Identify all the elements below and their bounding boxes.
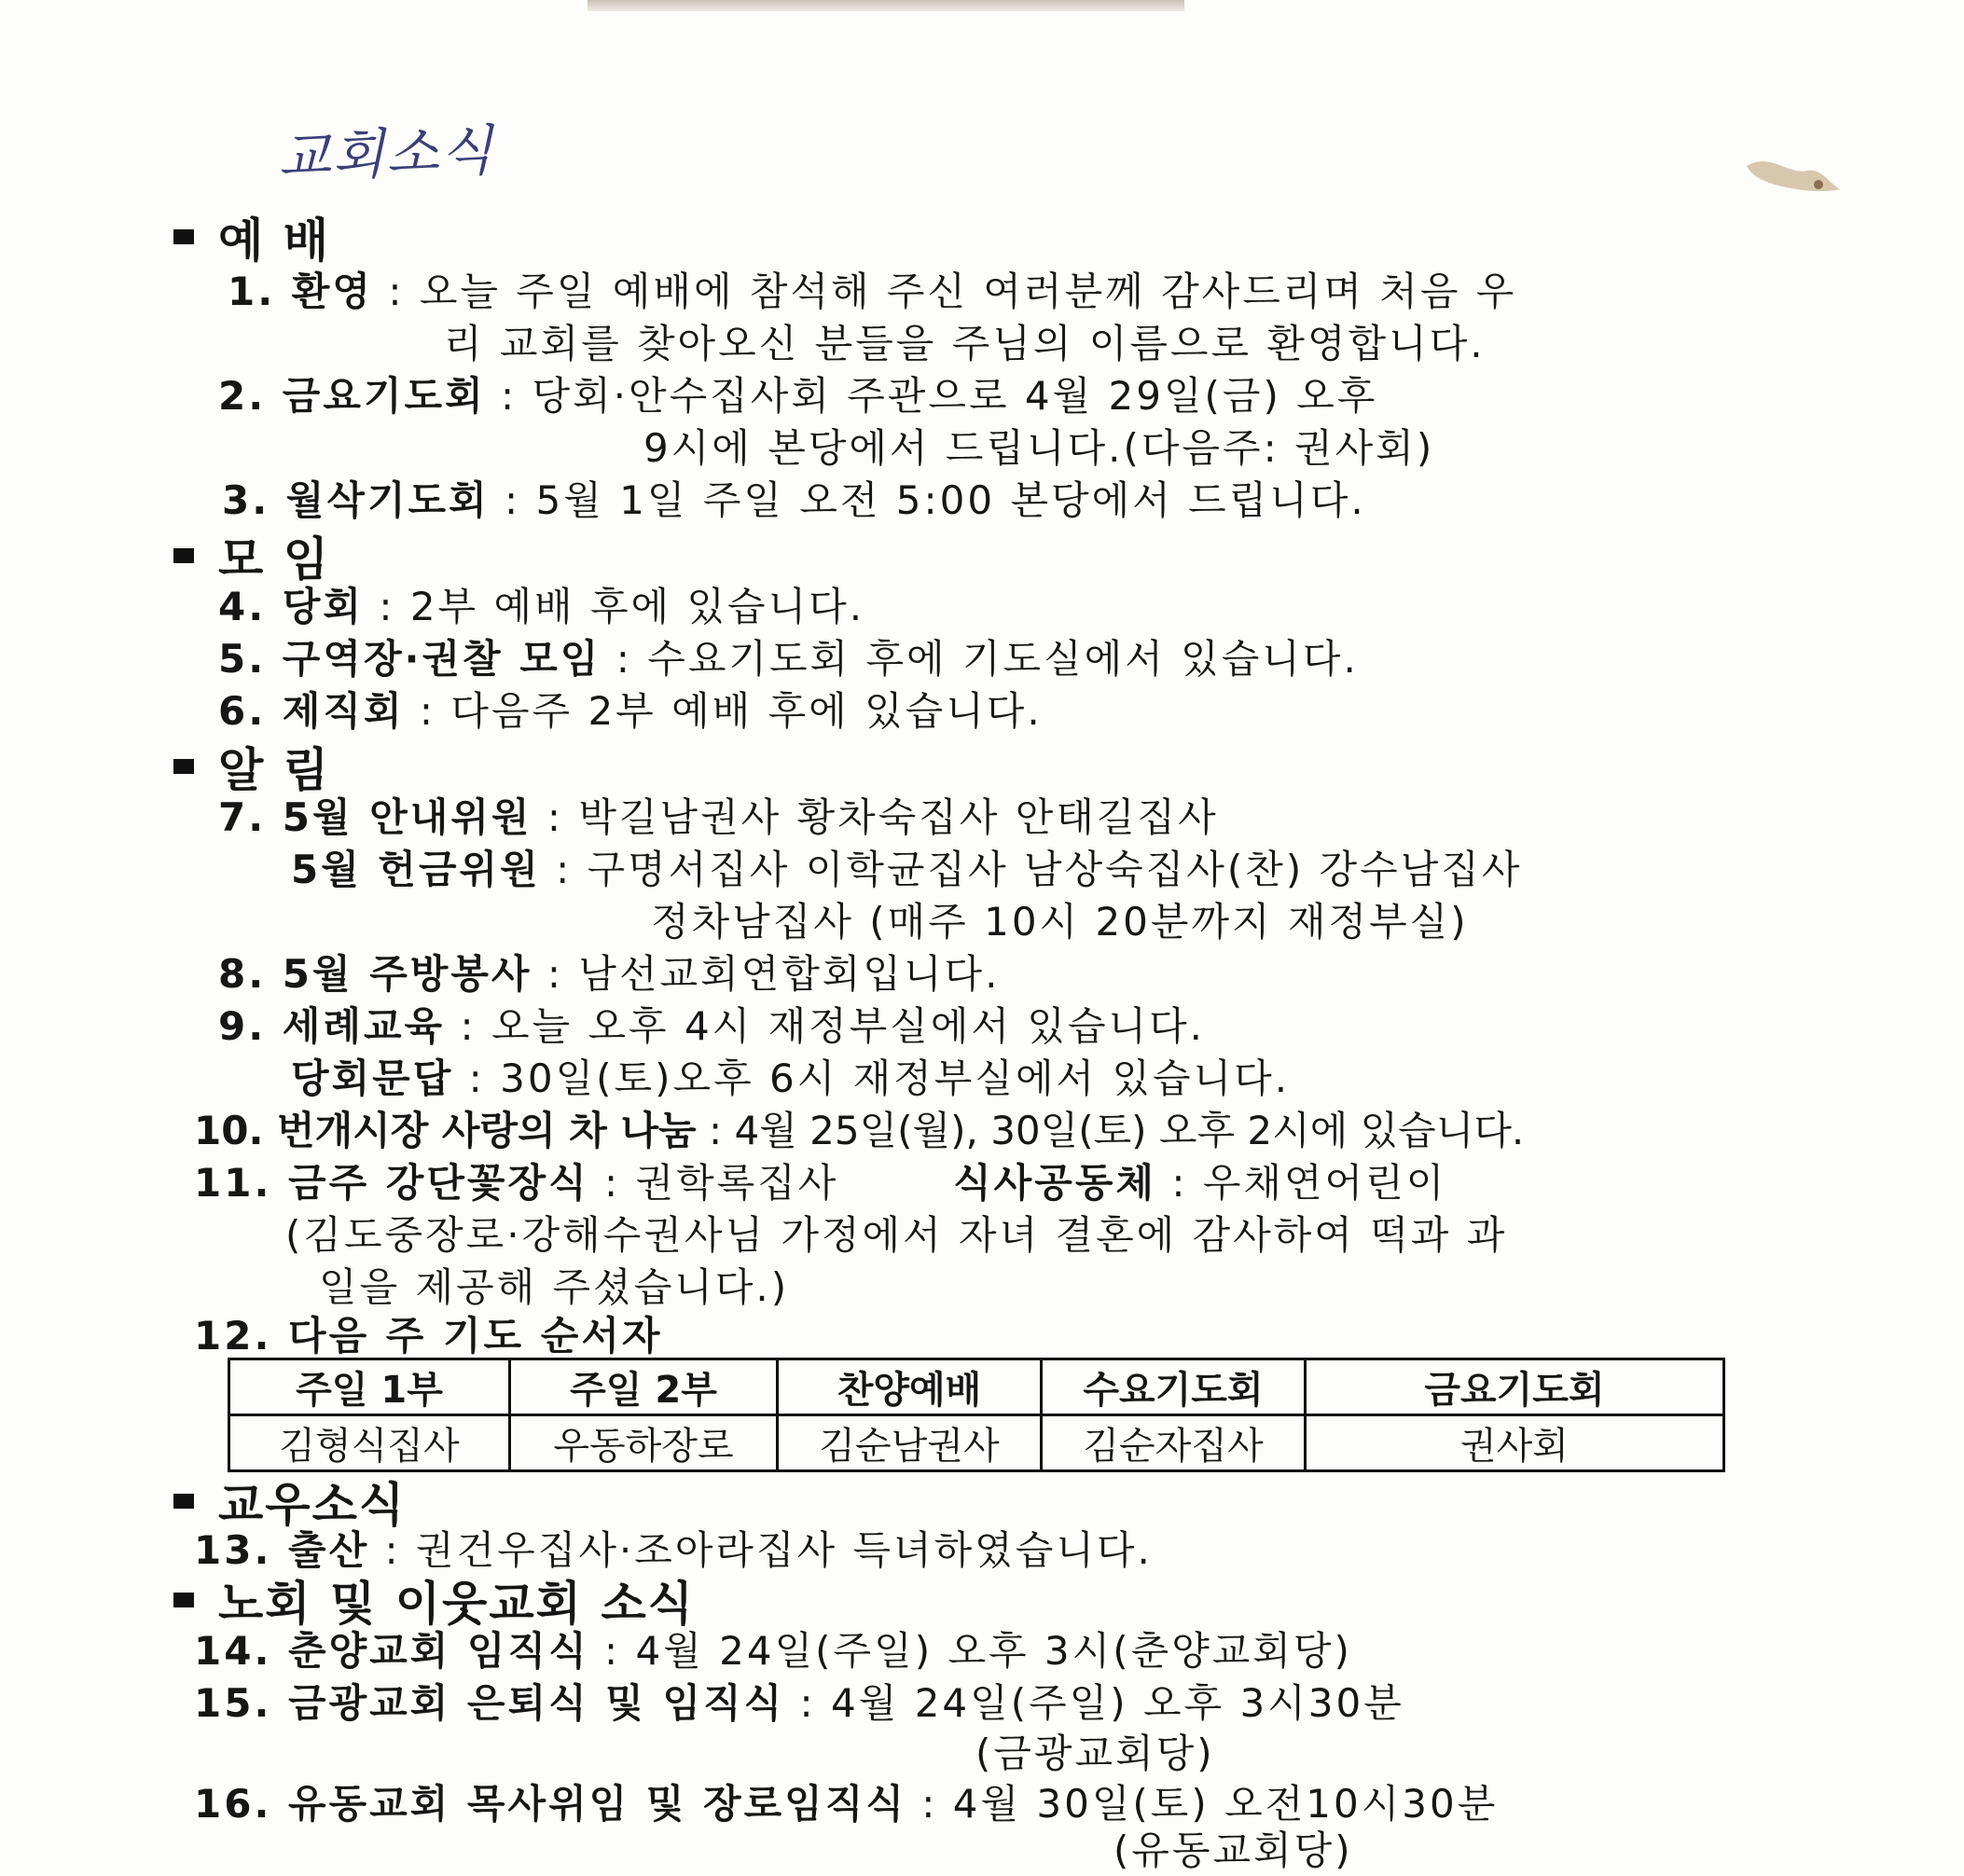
square-bullet-icon (173, 548, 194, 563)
table-header: 수요기도회 (1042, 1359, 1306, 1415)
square-bullet-icon (173, 229, 194, 244)
table-header: 주일 1부 (229, 1359, 510, 1415)
page-title: 교회소식 (277, 117, 496, 190)
item-16-cont: (유동교회당) (1113, 1828, 1353, 1873)
section-meeting: 모 임 (173, 522, 330, 589)
item-13: 13. 출산 : 권건우집사·조아라집사 득녀하였습니다. (194, 1527, 1153, 1573)
item-4: 4. 당회 : 2부 예배 후에 있습니다. (218, 584, 865, 629)
section-notice: 알 림 (173, 733, 330, 800)
square-bullet-icon (173, 1593, 194, 1607)
item-3: 3. 월삭기도회 : 5월 1일 주일 오전 5:00 본당에서 드립니다. (222, 477, 1366, 523)
table-cell: 김형식집사 (229, 1415, 510, 1471)
item-7b: 5월 헌금위원 : 구명서집사 이학균집사 남상숙집사(찬) 강수남집사 (291, 847, 1523, 892)
item-7b-cont: 정차남집사 (매주 10시 20분까지 재정부실) (651, 899, 1469, 945)
item-1: 1. 환영 : 오늘 주일 예배에 참석해 주신 여러분께 감사드리며 처음 우 (228, 269, 1517, 314)
table-row (229, 1415, 1724, 1471)
section-presbytery: 노회 및 이웃교회 소식 (173, 1566, 695, 1634)
item-11-cont2: 일을 제공해 주셨습니다.) (319, 1264, 790, 1310)
item-15: 15. 금광교회 은퇴식 및 임직식 : 4월 24일(주일) 오후 3시30분 (194, 1680, 1404, 1726)
stain-mark (1742, 147, 1845, 203)
item-5: 5. 구역장·권찰 모임 : 수요기도회 후에 기도실에서 있습니다. (218, 636, 1359, 682)
table-header: 주일 2부 (510, 1359, 778, 1415)
item-9b: 당회문답 : 30일(토)오후 6시 재정부실에서 있습니다. (291, 1055, 1291, 1101)
item-2: 2. 금요기도회 : 당회·안수집사회 주관으로 4월 29일(금) 오후 (218, 373, 1378, 419)
square-bullet-icon (173, 759, 194, 774)
item-1-cont: 리 교회를 찾아오신 분들을 주님의 이름으로 환영합니다. (444, 321, 1486, 366)
item-6: 6. 제직회 : 다음주 2부 예배 후에 있습니다. (218, 688, 1043, 734)
item-11-cont: (김도중장로·강해수권사님 가정에서 자녀 결혼에 감사하여 떡과 과 (285, 1212, 1508, 1258)
item-12: 12. 다음 주 기도 순서자 (194, 1313, 663, 1359)
table-header: 찬양예배 (778, 1359, 1042, 1415)
section-worship: 예 배 (173, 203, 330, 270)
prayer-schedule-table (228, 1358, 1725, 1472)
item-10: 10. 번개시장 사랑의 차 나눔 : 4월 25일(월), 30일(토) 오후 2시에 있습니다. (194, 1108, 1525, 1153)
item-16: 16. 유동교회 목사위임 및 장로임직식 : 4월 30일(토) 오전10시30분 (194, 1781, 1499, 1827)
item-7: 7. 5월 안내위원 : 박길남권사 황차숙집사 안태길집사 (218, 794, 1219, 840)
square-bullet-icon (173, 1494, 194, 1509)
table-cell: 김순자집사 (1042, 1415, 1306, 1471)
table-cell: 우동하장로 (510, 1415, 778, 1471)
table-cell: 김순남권사 (778, 1415, 1042, 1471)
item-11: 11. 금주 강단꽃장식 : 권학록집사 식사공동체 : 우채연어린이 (194, 1160, 1447, 1206)
table-header: 금요기도회 (1306, 1359, 1724, 1415)
section-members: 교우소식 (173, 1468, 406, 1535)
table-cell: 권사회 (1306, 1415, 1724, 1471)
item-2-cont: 9시에 본당에서 드립니다.(다음주: 권사회) (643, 425, 1435, 471)
item-8: 8. 5월 주방봉사 : 남선교회연합회입니다. (218, 951, 1001, 997)
table-header-row (229, 1359, 1724, 1415)
item-15-cont: (금광교회당) (975, 1731, 1215, 1776)
item-14: 14. 춘양교회 임직식 : 4월 24일(주일) 오후 3시(춘양교회당) (194, 1628, 1352, 1674)
item-9: 9. 세례교육 : 오늘 오후 4시 재정부실에서 있습니다. (218, 1003, 1206, 1049)
photo-edge (588, 0, 1184, 11)
